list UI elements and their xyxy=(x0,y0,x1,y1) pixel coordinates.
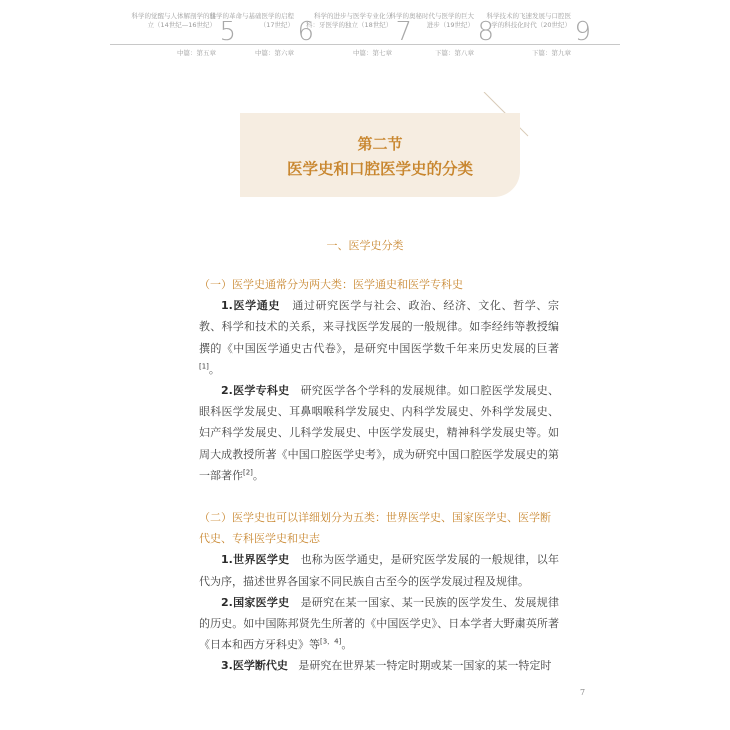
paragraph-text: 研究医学各个学科的发展规律。如口腔医学发展史、眼科医学发展史、耳鼻咽喉科学发展史、内科学发展史、外科学发展史、妇产科学发展史、儿科学发展史、中医学发展史，精神科学发展史等。如周大成教授所著《中国口腔医学史考》，成为研究中国口腔医学发展史的第一部著作 xyxy=(199,384,559,482)
sentence-end: 。 xyxy=(341,638,353,652)
nav-chapter-desc: 科学的奥秘时代与医学的巨大进步（19世纪） xyxy=(389,12,474,29)
nav-chapter-label: 下篇：第九章 xyxy=(532,49,571,57)
nav-chapter-number: 5 xyxy=(219,17,236,47)
nav-chapter-label: 中篇：第七章 xyxy=(353,49,392,57)
nav-chapter-desc: 科学的进步与医学专业化分科：牙医学的独立（18世纪） xyxy=(306,12,393,29)
term-national-history: 国家医学史 xyxy=(232,595,290,609)
item-number: 1. xyxy=(221,553,233,567)
nav-chapter-desc: 科学的革命与基础医学的启程（17世纪） xyxy=(209,12,294,29)
chapter-navigation xyxy=(0,0,730,64)
paragraph-general-history xyxy=(199,295,559,380)
item-number: 3. xyxy=(221,659,233,673)
body-text xyxy=(199,274,559,677)
paragraph-period-history xyxy=(199,655,559,676)
citation-ref: [3，4] xyxy=(320,637,342,646)
section-number: 第二节 xyxy=(357,135,403,153)
category-heading-1: （一）医学史通常分为两大类：医学通史和医学专科史 xyxy=(199,278,463,291)
term-period-history: 医学断代史 xyxy=(232,659,288,673)
subheading: 一、医学史分类 xyxy=(326,239,404,252)
term-world-history: 世界医学史 xyxy=(232,553,290,567)
nav-chapter-label: 中篇：第五章 xyxy=(177,49,216,57)
nav-chapter-number: 9 xyxy=(574,17,591,47)
category-heading-2: （二）医学史也可以详细划分为五类：世界医学史、国家医学史、医学断代史、专科医学史和史志 xyxy=(199,511,551,546)
section-title: 医学史和口腔医学史的分类 xyxy=(286,160,473,178)
item-number: 2. xyxy=(221,595,233,609)
nav-chapter-label: 下篇：第八章 xyxy=(435,49,474,57)
sentence-end: 。 xyxy=(208,362,220,376)
nav-chapter-number: 8 xyxy=(477,17,494,47)
paragraph-text: 也称为医学通史，是研究医学发展的一般规律，以年代为序，描述世界各国家不同民族自古至今的医学发展过程及规律。 xyxy=(199,553,559,588)
nav-chapter-label: 中篇：第六章 xyxy=(255,49,294,57)
citation-ref: [2] xyxy=(243,468,253,477)
nav-chapter-number: 6 xyxy=(297,17,314,47)
nav-chapter-number: 7 xyxy=(395,17,412,47)
item-number: 1. xyxy=(221,299,233,313)
term-specialty-history: 医学专科史 xyxy=(232,384,290,398)
paragraph-text: 是研究在某一国家、某一民族的医学发生、发展规律的历史。如中国陈邦贤先生所著的《中国医学史》、日本学者大野粛英所著《日本和西方牙科史》等 xyxy=(199,595,559,652)
nav-chapter-6[interactable] xyxy=(209,10,316,60)
paragraph-text: 通过研究医学与社会、政治、经济、文化、哲学、宗教、科学和技术的关系，来寻找医学发展的一般规律。如李经纬等教授编撰的《中国医学通史古代卷》，是研究中国医学数千年来历史发展的巨著 xyxy=(199,299,559,355)
paragraph-world-history xyxy=(199,549,559,591)
item-number: 2. xyxy=(221,384,233,398)
term-general-history: 医学通史 xyxy=(232,299,280,313)
nav-chapter-desc: 科学技术的飞速发展与口腔医学的科技化时代（20世纪） xyxy=(486,12,571,29)
citation-ref: [1] xyxy=(199,362,209,371)
sentence-end: 。 xyxy=(252,468,264,482)
paragraph-text: 是研究在世界某一特定时期或某一国家的某一特定时 xyxy=(298,659,552,673)
nav-chapter-8[interactable] xyxy=(389,10,496,60)
nav-chapter-desc: 科学的觉醒与人体解剖学的建立（14世纪—16世纪） xyxy=(131,12,216,29)
section-title-box xyxy=(240,113,520,197)
paragraph-specialty-history xyxy=(199,380,559,486)
paragraph-national-history xyxy=(199,592,559,656)
page-number: 7 xyxy=(580,688,586,697)
nav-chapter-9[interactable] xyxy=(486,10,593,60)
